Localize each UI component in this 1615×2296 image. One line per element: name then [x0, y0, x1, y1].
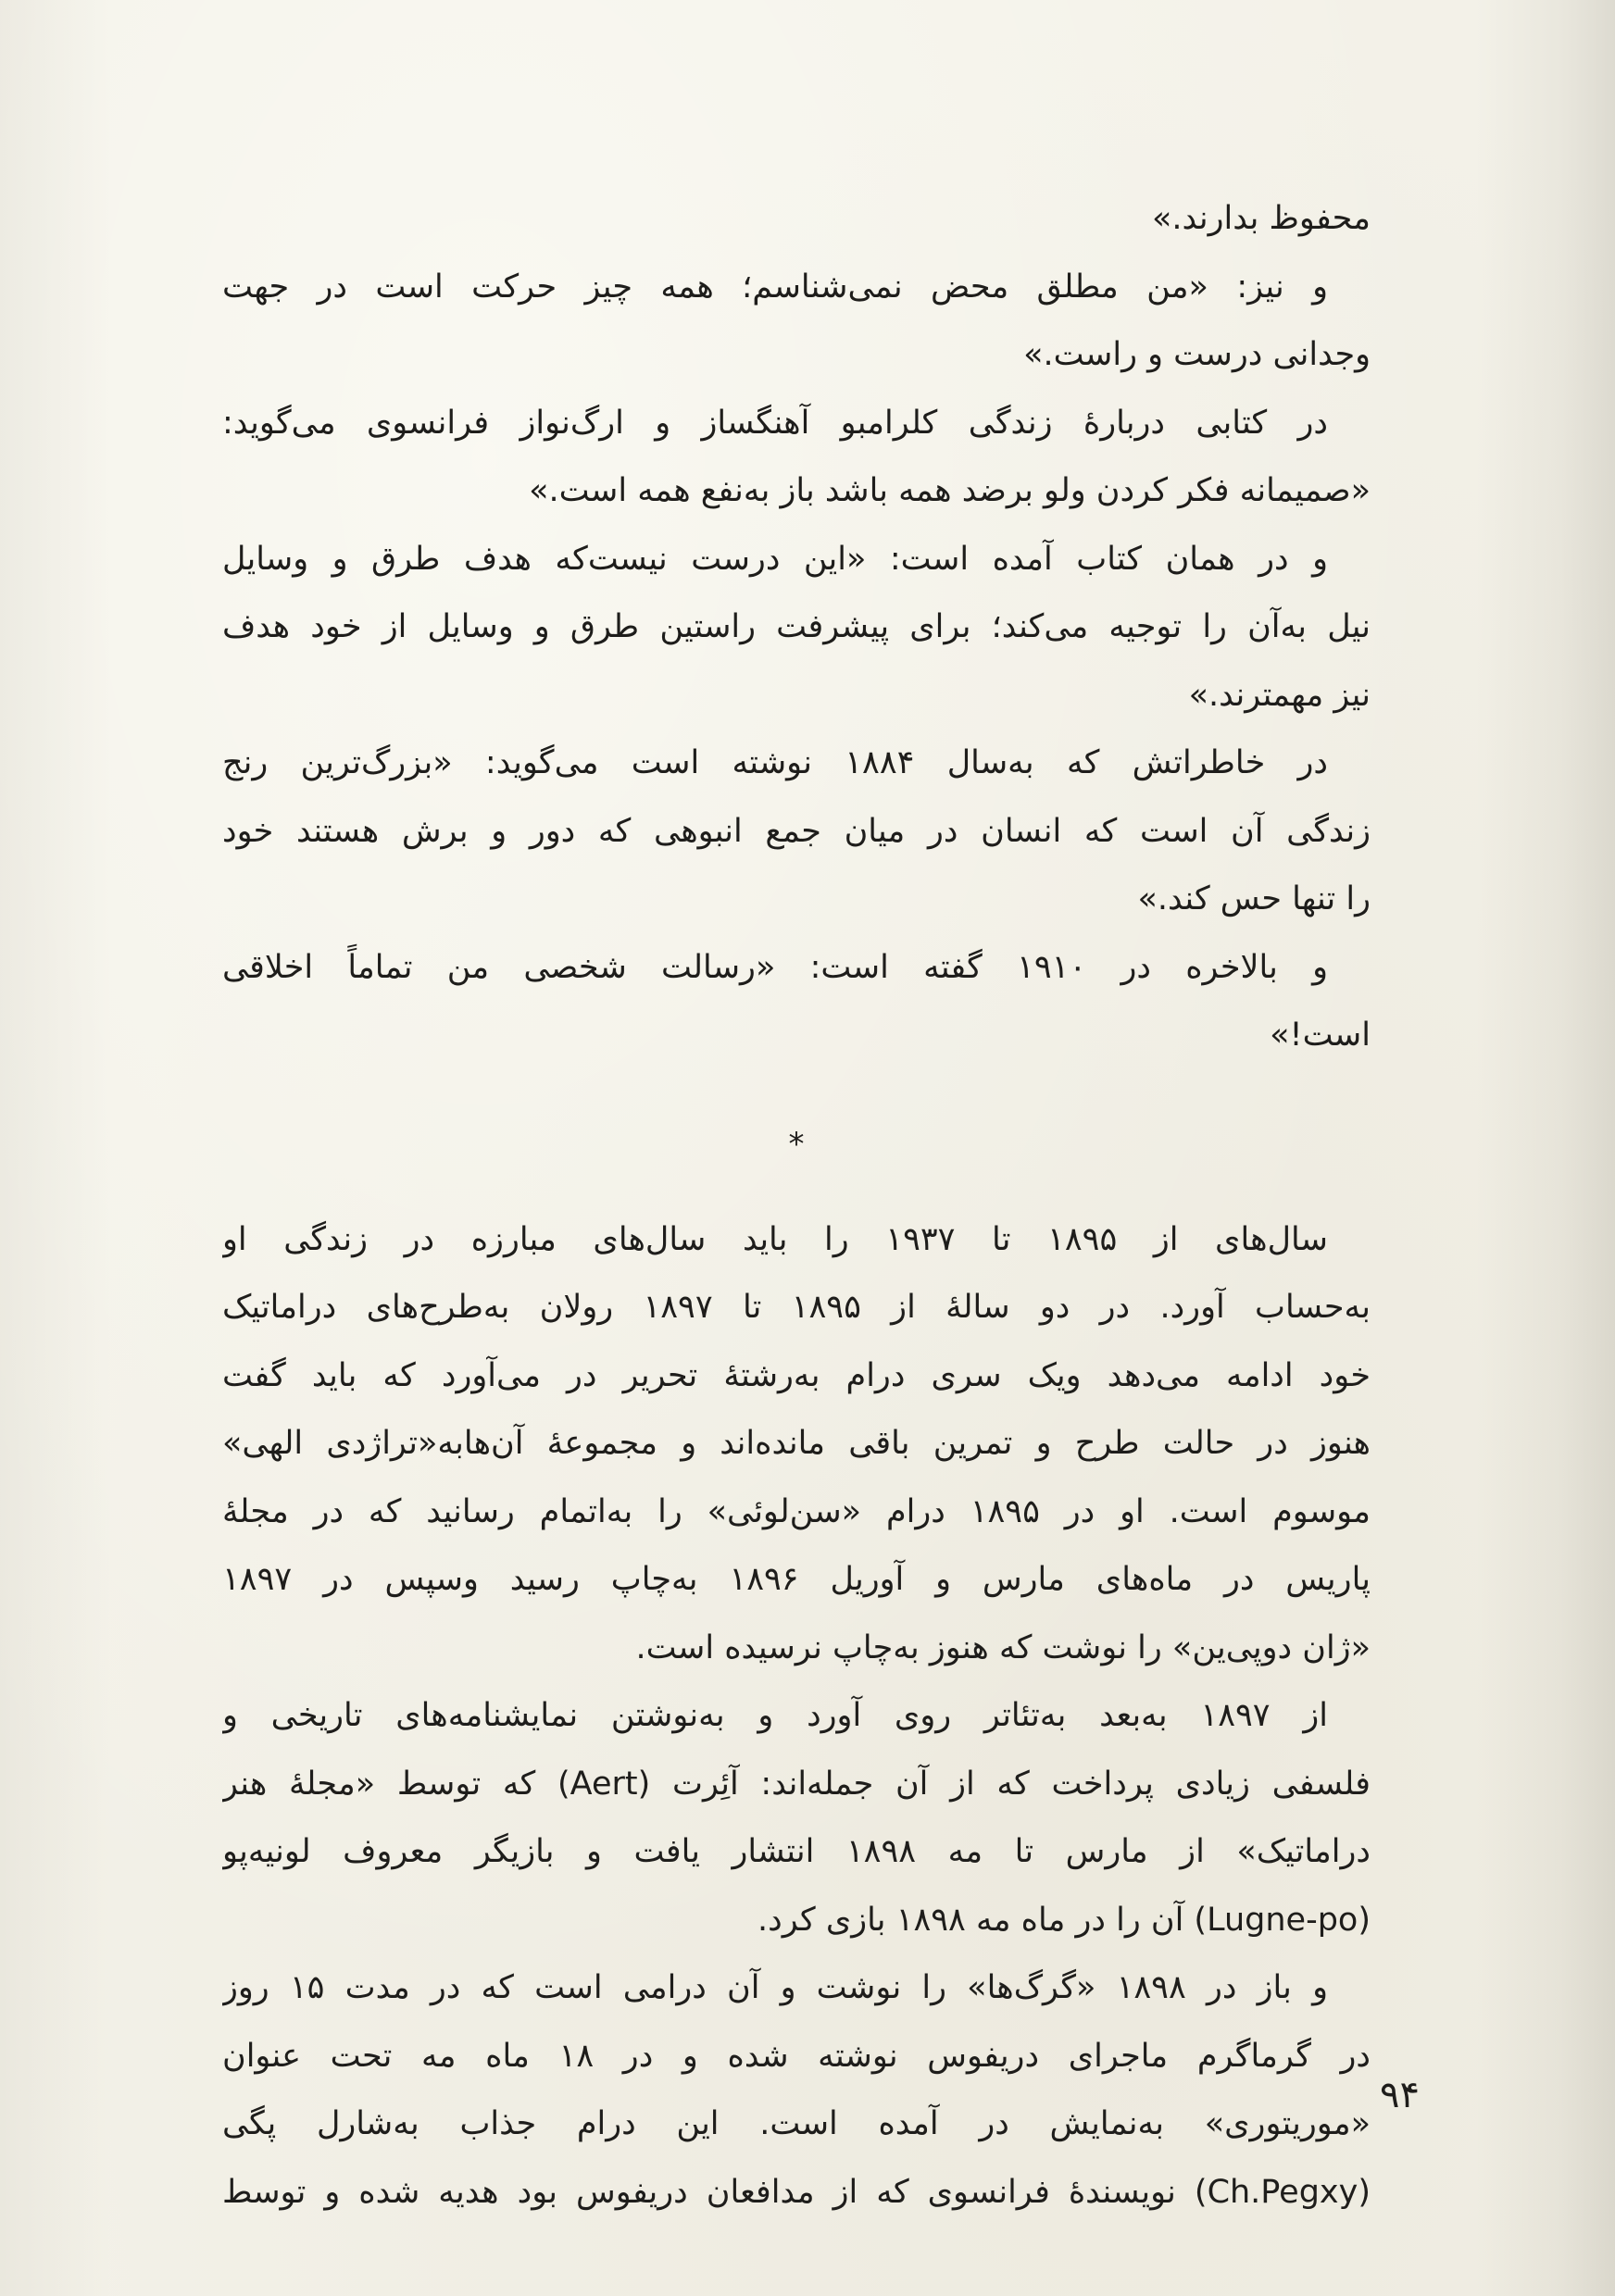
text-line: در کتابی دربارهٔ زندگی کلرامبو آهنگساز و ارگ‌نواز فرانسوی می‌گوید:	[222, 404, 1328, 442]
text-line: نیل به‌آن را توجیه می‌کند؛ برای پیشرفت راستین طرق و وسایل از خود هدف	[222, 608, 1371, 645]
text-line: و نیز: «من مطلق محض نمی‌شناسم؛ همه چیز حرکت است در جهت	[222, 268, 1328, 306]
text-line: پاریس در ماه‌های مارس و آوریل ۱۸۹۶ به‌چاپ رسید وسپس در ۱۸۹۷	[222, 1561, 1371, 1598]
text-line: است!»	[1270, 1017, 1371, 1054]
text-line: وجدانی درست و راست.»	[1023, 336, 1371, 373]
text-line: (Lugne-po) آن را در ماه مه ۱۸۹۸ بازی کرد.	[757, 1901, 1371, 1939]
text-line: را تنها حس کند.»	[1137, 880, 1371, 917]
text-line: زندگی آن است که انسان در میان جمع انبوهی که دور و برش هستند خود	[222, 812, 1371, 850]
text-line: خود ادامه می‌دهد ویک سری درام به‌رشتهٔ تحریر در می‌آورد که باید گفت	[222, 1356, 1371, 1394]
text-line: و در همان کتاب آمده است: «این درست نیست‌که هدف طرق و وسایل	[222, 540, 1328, 578]
text-line: در گرماگرم ماجرای دریفوس نوشته شده و در ۱۸ ماه مه تحت عنوان	[222, 2037, 1371, 2075]
text-line: سال‌های از ۱۸۹۵ تا ۱۹۳۷ را باید سال‌های مبارزه در زندگی او	[222, 1220, 1328, 1258]
text-line: نیز مهمترند.»	[1188, 676, 1371, 714]
page-edge-shadow-left	[0, 0, 111, 2296]
text-line: موسوم است. او در ۱۸۹۵ درام «سن‌لوئی» را به‌اتمام رسانید که در مجلهٔ	[222, 1492, 1371, 1530]
text-line: «موریتوری» به‌نمایش در آمده است. این درام جذاب به‌شارل پگی	[222, 2105, 1371, 2142]
text-line: و باز در ۱۸۹۸ «گرگ‌ها» را نوشت و آن درامی است که در مدت ۱۵ روز	[222, 1969, 1328, 2006]
text-line: (Ch.Pegxy) نویسندهٔ فرانسوی که از مدافعان دریفوس بود هدیه شده و توسط	[222, 2173, 1371, 2211]
text-line: و بالاخره در ۱۹۱۰ گفته است: «رسالت شخصی من تماماً اخلاقی	[222, 948, 1329, 986]
page-edge-shadow-right	[1476, 0, 1615, 2296]
text-line: «ژان دوپی‌ین» را نوشت که هنوز به‌چاپ نرسیده است.	[635, 1628, 1371, 1666]
text-line: در خاطراتش که به‌سال ۱۸۸۴ نوشته است می‌گوید: «بزرگ‌ترین رنج	[222, 744, 1328, 781]
text-line: فلسفی زیادی پرداخت که از آن جمله‌اند: آئِرت (Aert) که توسط «مجلهٔ هنر	[222, 1765, 1371, 1803]
section-separator: *	[788, 1125, 805, 1163]
text-line: «صمیمانه فکر کردن ولو برضد همه باشد باز به‌نفع همه است.»	[529, 472, 1371, 509]
page-number: ۹۴	[1380, 2074, 1420, 2116]
text-line: هنوز در حالت طرح و تمرین باقی مانده‌اند و مجموعهٔ آن‌ها‌به«تراژدی الهی»	[222, 1425, 1371, 1462]
text-line: از ۱۸۹۷ به‌بعد به‌تئاتر روی آورد و به‌نوشتن نمایشنامه‌های تاریخی و	[222, 1697, 1328, 1734]
text-line: به‌حساب آورد. در دو سالهٔ از ۱۸۹۵ تا ۱۸۹۷ رولان به‌طرح‌های دراماتیک	[222, 1289, 1371, 1326]
text-line: محفوظ بدارند.»	[1151, 200, 1371, 237]
body-text	[222, 185, 1371, 2227]
text-line: دراماتیک» از مارس تا مه ۱۸۹۸ انتشار یافت و بازیگر معروف لونیه‌پو	[222, 1833, 1371, 1870]
